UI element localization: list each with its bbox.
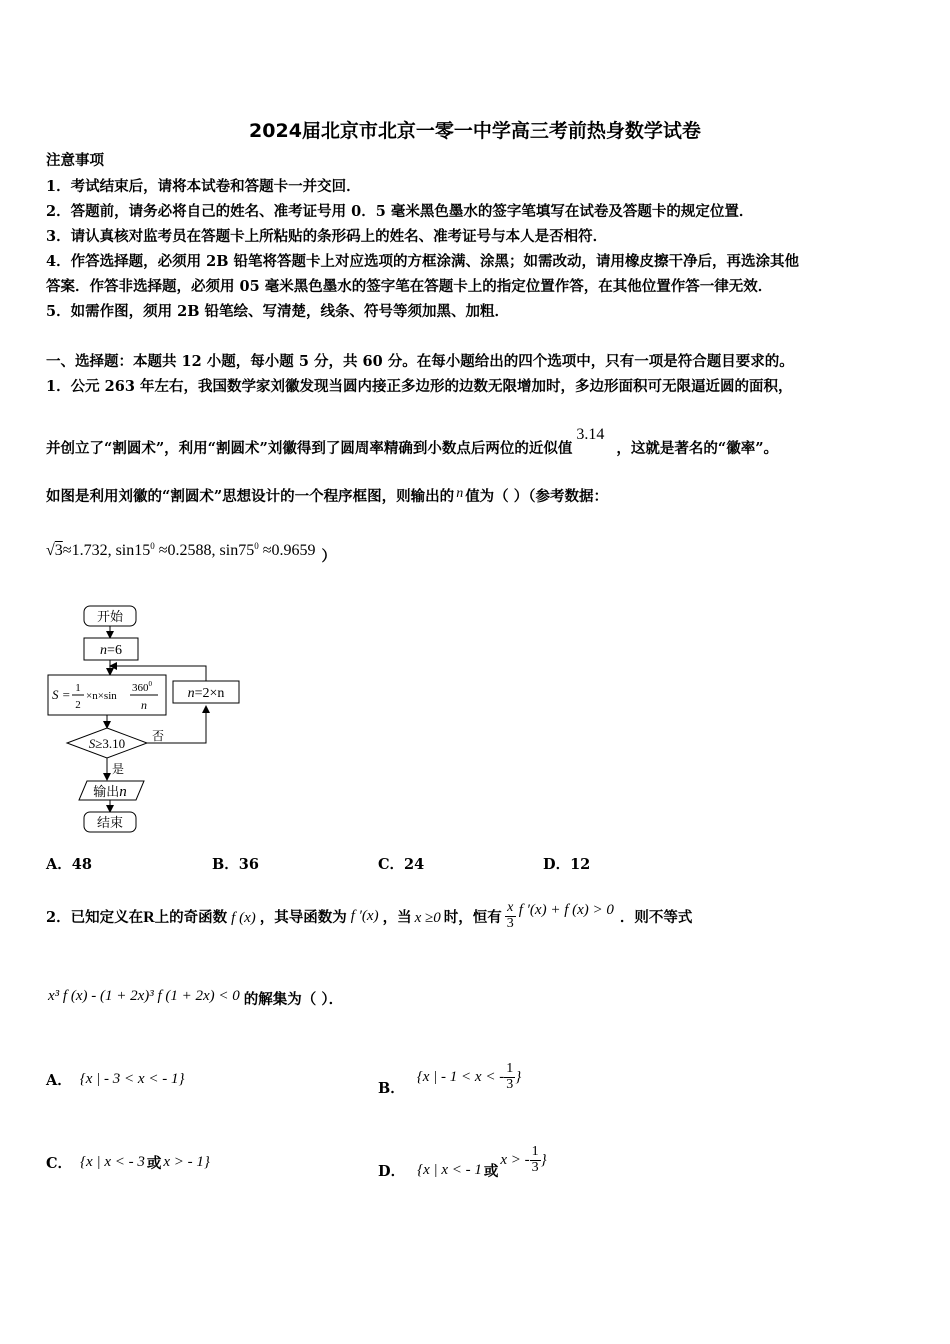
flow-s-lhs: S =: [52, 687, 71, 702]
q2-option-c: C． {x | x < - 3 或 x > - 1}: [46, 1154, 210, 1172]
flow-end-label: 结束: [96, 815, 124, 830]
q1-line2: [46, 426, 779, 457]
flow-no-label: 否: [152, 729, 165, 743]
q1-line1: 1．公元 263 年左右，我国数学家刘徽发现当圆内接正多边形的边数无限增加时，多边形面积可无限逼近圆的面积，: [46, 378, 793, 395]
q1-option-d: D．12: [543, 856, 591, 873]
degree-mark: 0: [150, 541, 155, 551]
notice-heading: 注意事项: [46, 152, 104, 169]
q2-option-b: B．{x | - 1 < x < - $\frac{1}{3}$ }: [378, 1061, 522, 1098]
notice-item: 3．请认真核对监考员在答题卡上所粘贴的条形码上的姓名、准考证号与本人是否相符．: [46, 228, 608, 245]
q1-option-b: B．36: [212, 856, 259, 873]
flow-s-mid: ×n×sin: [86, 690, 117, 702]
q1-option-a: A．48: [46, 856, 92, 873]
q1-option-c: C．24: [378, 856, 425, 873]
page-title: 2024届北京市北京一零一中学高三考前热身数学试卷: [249, 120, 701, 142]
ref-value-2: ≈0.2588, sin75: [154, 541, 255, 559]
degree-mark: 0: [254, 541, 259, 551]
q1-reference-data: [46, 541, 336, 565]
close-paren: ）: [321, 547, 336, 565]
q1-line2-text: 并创立了“割圆术”，利用“割圆术”刘徽得到了圆周率精确到小数点后两位的近似值: [46, 440, 573, 457]
q2-inequality: x³ f (x) - (1 + 2x)³ f (1 + 2x) < 0 的解集为（ ）．: [48, 988, 344, 1008]
notice-item: 2．答题前，请务必将自己的姓名、准考证号用 0．5 毫米黑色墨水的签字笔填写在试卷及答题卡的规定位置．: [46, 203, 754, 220]
n-variable: n: [456, 486, 464, 501]
flowchart: [40, 600, 260, 840]
sqrt-radicand: 3: [54, 541, 63, 559]
q1-line3-text: 如图是利用刘徽的“割圆术”思想设计的一个程序框图，则输出的: [46, 488, 455, 505]
flow-condition-label: S≥3.10: [88, 736, 126, 751]
q1-line3: [46, 486, 608, 505]
flow-output-label: 输出n: [93, 784, 127, 800]
flow-init-label: n=6: [100, 643, 122, 658]
flow-update-label: n=2×n: [187, 686, 225, 701]
flow-start-label: 开始: [96, 609, 124, 624]
notice-item: 4．作答选择题，必须用 2B 铅笔将答题卡上对应选项的方框涂满、涂黑；如需改动，请用橡皮擦干净后，再选涂其他: [46, 253, 800, 270]
flow-s-n: n: [141, 698, 147, 712]
flow-s-den: 2: [75, 699, 81, 711]
q2-stem: 2．已知定义在R上的奇函数 f (x) ，其导函数为 f ′(x) ，当 x ≥0 时，恒有 $\frac{x}{3}$ f ′(x) + f (x) > 0 ．则不等式: [46, 900, 693, 931]
flow-yes-label: 是: [112, 762, 125, 776]
sqrt-symbol: √3: [46, 541, 63, 559]
q1-line2-end: ，这就是著名的“徽率”。: [616, 440, 779, 457]
notice-item: 5．如需作图，须用 2B 铅笔绘、写清楚，线条、符号等须加黑、加粗．: [46, 303, 510, 320]
q2-option-d: D． {x | x < - 1 或x > - $\frac{1}{3}$ }: [378, 1144, 547, 1181]
ref-value-1: ≈1.732, sin15: [62, 541, 151, 559]
flow-s-num: 1: [75, 682, 81, 694]
ref-value-3: ≈0.9659: [258, 541, 316, 559]
pi-approx: 3.14: [576, 426, 605, 443]
q2-option-a: A． {x | - 3 < x < - 1}: [46, 1071, 185, 1089]
section-heading: 一、选择题：本题共 12 小题，每小题 5 分，共 60 分。在每小题给出的四个选项中，只有一项是符合题目要求的。: [46, 353, 794, 370]
flow-s-angle: $360^0$: [132, 680, 152, 694]
notice-item: 答案．作答非选择题，必须用 05 毫米黑色墨水的签字笔在答题卡上的指定位置作答，在其他位置作答一律无效．: [46, 278, 773, 295]
notice-item: 1．考试结束后，请将本试卷和答题卡一并交回．: [46, 178, 361, 195]
q1-line3-end: 值为（ ）（参考数据：: [465, 488, 608, 505]
